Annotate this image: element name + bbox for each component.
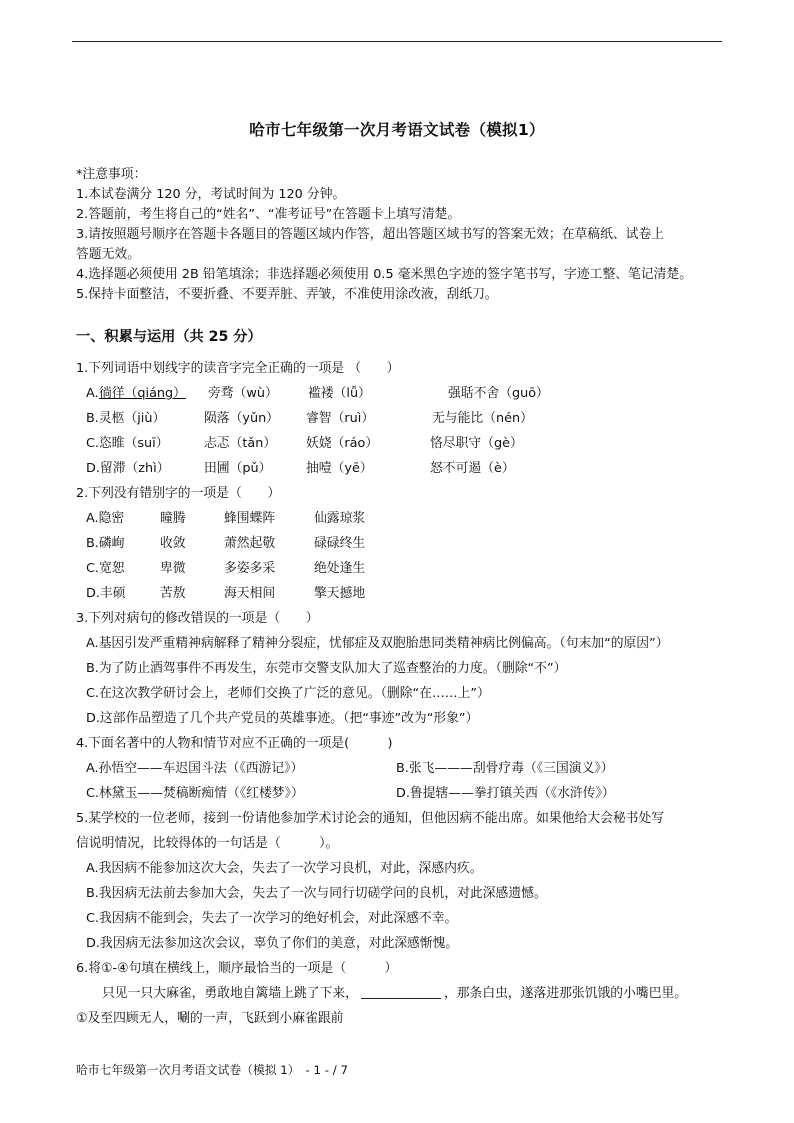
option-a-3: 褴褛（lǚ） [308, 386, 371, 401]
option-row-d [76, 456, 726, 481]
passage-text: ，那条白虫，遂落进那张饥饿的小嘴巴里。 [443, 986, 688, 1001]
option-word: 瞳腾 [160, 511, 186, 526]
option-row-cd [76, 781, 726, 806]
note-line: 答题无效。 [76, 247, 140, 262]
option-word: 收敛 [160, 536, 186, 551]
option-c: C.在这次教学研讨会上，老师们交换了广泛的意见。（删除“在……上”） [86, 686, 490, 701]
option-row-d [76, 581, 726, 606]
question-stem: 2.下列没有错别字的一项是（ ） [76, 486, 281, 501]
option-d: D.鲁提辖——拳打镇关西（《水浒传》） [396, 786, 615, 801]
option-d: D.我因病无法参加这次会议，辜负了你们的美意，对此深感惭愧。 [86, 936, 459, 951]
option-word: 碌碌终生 [314, 536, 366, 551]
option-row-b [76, 406, 726, 431]
option-label: A. [86, 386, 99, 401]
question-1 [76, 356, 726, 481]
option-row-c [76, 556, 726, 581]
option-word: 多姿多采 [224, 561, 276, 576]
question-stem-cont: 信说明情况，比较得体的一句话是（ ）。 [76, 836, 339, 851]
note-line: 2.答题前，考生将自己的“姓名”、“准考证号”在答题卡上填写清楚。 [76, 207, 461, 222]
header-rule [72, 41, 722, 42]
option-word: 蜂围蝶阵 [224, 511, 276, 526]
sentence-option-1: ①及至四顾无人，唰的一声，飞跃到小麻雀跟前 [76, 1011, 344, 1026]
option-a-2: 旁骛（wù） [208, 386, 278, 401]
note-line: 4.选择题必须使用 2B 铅笔填涂；非选择题必须使用 0.5 毫米黑色字迹的签字笔书写，字迹工整、笔记清楚。 [76, 267, 693, 282]
notes-block [76, 165, 726, 305]
option-word: C.宽恕 [86, 561, 125, 576]
option-word: 绝处逢生 [314, 561, 366, 576]
option-row-b [76, 531, 726, 556]
option-b: B.张飞———刮骨疗毒（《三国演义》） [396, 761, 614, 776]
note-line: 3.请按照题号顺序在答题卡各题目的答题区域内作答，超出答题区域书写的答案无效；在草稿纸、试卷上 [76, 227, 665, 242]
question-6 [76, 956, 726, 1031]
question-4 [76, 731, 726, 806]
option-a: A.基因引发严重精神病解释了精神分裂症，忧郁症及双胞胎患同类精神病比例偏高。（句末加“的原因”） [86, 636, 669, 651]
option-b-2: 陨落（yǔn） [204, 411, 279, 426]
option-a: A.我因病不能参加这次大会，失去了一次学习良机，对此，深感内疚。 [86, 861, 483, 876]
option-b-3: 睿智（ruì） [306, 411, 375, 426]
question-2 [76, 481, 726, 606]
option-word: 萧然起敬 [224, 536, 276, 551]
option-b-4: 无与能比（nén） [432, 411, 533, 426]
option-a-1: 徜徉（qiáng） [99, 386, 186, 401]
option-word: 擎天撼地 [314, 586, 366, 601]
page-title: 哈市七年级第一次月考语文试卷（模拟1） [249, 121, 545, 139]
question-stem: 3.下列对病句的修改错误的一项是（ ） [76, 611, 319, 626]
option-word: 苦敖 [160, 586, 186, 601]
option-c-1: C.恣睢（suī） [86, 436, 169, 451]
option-row-c [76, 431, 726, 456]
option-d-1: D.留滞（zhì） [86, 461, 170, 476]
option-c-4: 恪尽职守（gè） [430, 436, 523, 451]
option-row-ab [76, 756, 726, 781]
option-d-4: 怒不可遏（è） [430, 461, 515, 476]
notes-heading: *注意事项： [76, 167, 147, 182]
option-word: 卑微 [160, 561, 186, 576]
option-c: C.林黛玉——焚稿断痴情（《红楼梦》） [86, 786, 304, 801]
passage-text: 只见一只大麻雀，勇敢地自篱墙上跳了下来， [102, 986, 358, 1001]
option-word: 海天相间 [224, 586, 276, 601]
section-heading: 一、积累与运用（共 25 分） [76, 329, 262, 345]
option-a: A.孙悟空——车迟国斗法（《西游记》） [86, 761, 304, 776]
question-stem: 6.将①-④句填在横线上，顺序最恰当的一项是（ ） [76, 961, 398, 976]
option-c: C.我因病不能到会，失去了一次学习的绝好机会，对此深感不幸。 [86, 911, 458, 926]
question-stem: 4.下面名著中的人物和情节对应不正确的一项是( ) [76, 736, 393, 751]
option-d-3: 抽噎（yē） [306, 461, 373, 476]
note-line: 5.保持卡面整洁，不要折叠、不要弄脏、弄皱，不准使用涂改液，刮纸刀。 [76, 287, 498, 302]
option-word: 仙露琼浆 [314, 511, 366, 526]
option-a-4: 强聒不舍（guō） [448, 386, 549, 401]
option-word: D.丰硕 [86, 586, 126, 601]
question-stem: 5.某学校的一位老师，接到一份请他参加学术讨论会的通知，但他因病不能出席。如果他给大会秘书处写 [76, 811, 665, 826]
page-footer: 哈市七年级第一次月考语文试卷（模拟 1） - 1 - / 7 [76, 1063, 348, 1077]
option-c-3: 妖娆（ráo） [306, 436, 379, 451]
option-b-1: B.灵柩（jiù） [86, 411, 166, 426]
note-line: 1.本试卷满分 120 分，考试时间为 120 分钟。 [76, 187, 346, 202]
option-d-2: 田圃（pǔ） [204, 461, 272, 476]
passage-line [76, 981, 726, 1006]
option-row-a [76, 381, 726, 406]
option-c-2: 忐忑（tǎn） [204, 436, 277, 451]
question-stem: 1.下列词语中划线字的读音字完全正确的一项是 （ ） [76, 361, 400, 376]
question-5 [76, 806, 726, 956]
question-3 [76, 606, 726, 731]
option-word: A.隐密 [86, 511, 125, 526]
option-b: B.为了防止酒驾事件不再发生，东莞市交警支队加大了巡查整治的力度。（删除“不”） [86, 661, 567, 676]
option-row-a [76, 506, 726, 531]
option-b: B.我因病无法前去参加大会，失去了一次与同行切磋学问的良机，对此深感遗憾。 [86, 886, 547, 901]
option-d: D.这部作品塑造了几个共产党员的英雄事迹。（把“事迹”改为“形象”） [86, 711, 479, 726]
answer-blank [361, 984, 441, 999]
option-word: B.磷峋 [86, 536, 125, 551]
